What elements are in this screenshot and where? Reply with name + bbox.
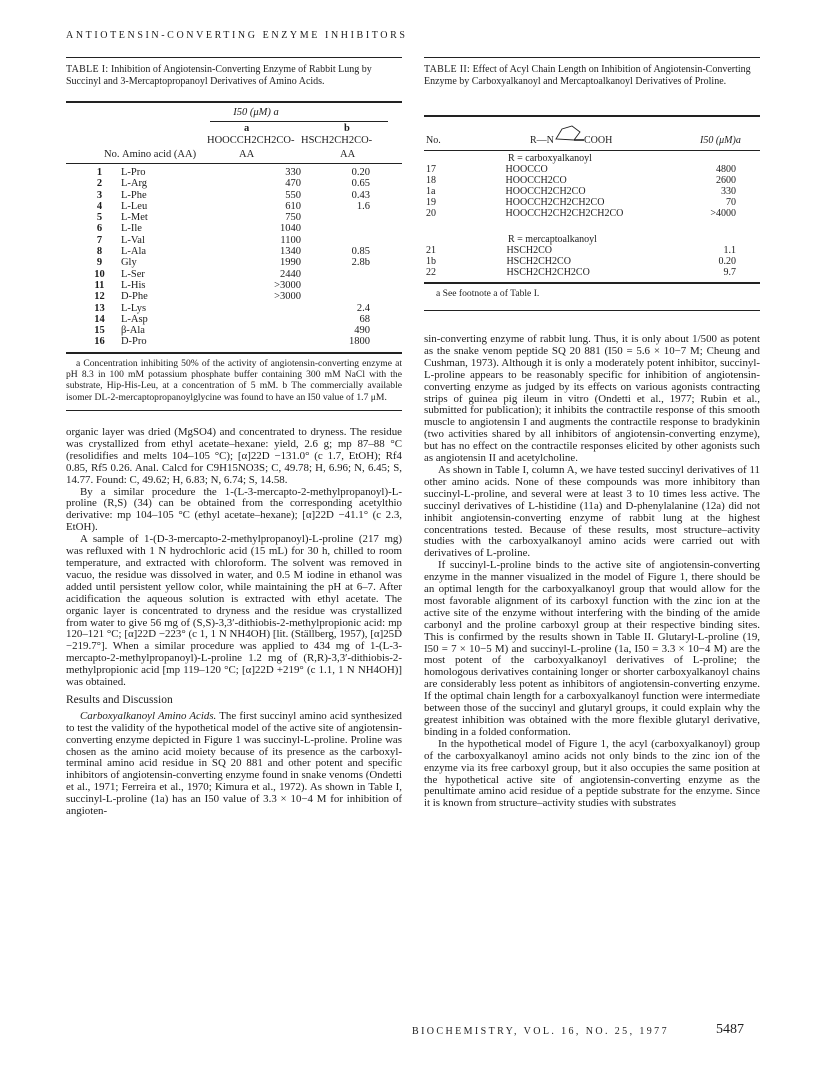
i50-value: 70 xyxy=(726,197,736,208)
table2-group-mercapto: R = mercaptoalkanoyl xyxy=(508,234,597,245)
table2-footnote: a See footnote a of Table I. xyxy=(436,288,540,299)
table2-label: TABLE II: xyxy=(424,64,471,75)
i50-value-b: 0.65 xyxy=(351,178,370,190)
acyl-group: HSCH2CO xyxy=(506,245,553,256)
paragraph-lead-in: Carboxyalkanoyl Amino Acids. xyxy=(80,709,217,722)
i50-value-b: 2.8b xyxy=(351,257,370,269)
table2-col-no: No. xyxy=(426,135,441,146)
amino-acid: L-Met xyxy=(120,212,148,224)
table-row xyxy=(82,178,392,189)
compound-number: 1b xyxy=(426,256,436,267)
i50-value-b: 1.6 xyxy=(356,200,370,212)
table-row xyxy=(424,245,736,256)
table2-group1-rows xyxy=(424,164,736,219)
compound-number: 1 xyxy=(96,167,103,178)
i50-value-a xyxy=(199,325,349,336)
i50-value: 9.7 xyxy=(723,267,736,278)
table2-caption-text: Effect of Acyl Chain Length on Inhibition of Angiotensin-Converting Enzyme by Carboxyalkanoyl and Mercaptoalkanoyl Derivatives of Proline. xyxy=(424,64,751,87)
acyl-group: HOOCCH2CO xyxy=(505,175,567,186)
acyl-group: HSCH2CH2CH2CO xyxy=(506,267,590,278)
i50-value-a: 1100 xyxy=(280,234,301,246)
compound-number: 19 xyxy=(426,197,436,208)
table2-header-rule xyxy=(424,115,760,117)
table-row xyxy=(424,186,736,197)
i50-value: 0.20 xyxy=(718,256,736,267)
compound-number: 6 xyxy=(96,223,103,235)
compound-number: 22 xyxy=(426,267,436,278)
i50-value-a: 330 xyxy=(285,167,301,178)
table2-col-i50: I50 (μM)a xyxy=(700,135,741,146)
table-row xyxy=(82,269,392,280)
paragraph-analysis: organic layer was dried (MgSO4) and concentrated to dryness. The residue was crystallized from ethyl acetate–hexane: yield, 2.6 g; mp 87–88 °C (resolidifies and melts 104–105 °C); [α]22D −131.0° (c 1.7, EtOH); Rf4 0.85, Rf5 0.26. Anal. Calcd for C9H15NO3S; C, 49.78; H, 6.96; N, 6.45; S, 14.77. Found: C, 49.62; H, 6.83; N, 6.74; S, 14.58. xyxy=(66,426,402,486)
table-row xyxy=(424,256,736,267)
table1-col-b-sub: AA xyxy=(340,149,356,160)
amino-acid: L-Lys xyxy=(120,302,147,314)
amino-acid: D-Phe xyxy=(120,291,148,303)
table1-i50-rule xyxy=(210,121,388,122)
table1-label: TABLE I: xyxy=(66,64,109,75)
table1-col-a-formula: HOOCCH2CH2CO- xyxy=(207,135,295,146)
table1-i50-header: I50 (μM) a xyxy=(233,107,279,118)
compound-number: 20 xyxy=(426,208,436,219)
table1-col-aa: Amino acid (AA) xyxy=(122,149,197,160)
table1-caption-text: Inhibition of Angiotensin-Converting Enzyme of Rabbit Lung by Succinyl and 3-Mercaptopropanoyl Derivatives of Amino Acids. xyxy=(66,64,372,87)
paragraph-column-a: As shown in Table I, column A, we have tested succinyl derivatives of 11 other amino acids. None of these compounds was more inhibitory than succinyl-L-proline, and several were at least 3 to 10 times less active. The succinyl derivatives of L-histidine (11a) and D-phenylalanine (12a) did not inhibit angiotensin-converting enzyme of rabbit lung at the highest concentrations tested. Because of these results, most structure–activity studies with the carboxyalkanoyl amino acids were carried out with derivatives of L-proline. xyxy=(424,463,760,560)
table2-group-carboxy: R = carboxyalkanoyl xyxy=(508,153,592,164)
amino-acid: D-Pro xyxy=(120,336,147,348)
compound-number: 16 xyxy=(94,336,105,348)
paragraph-potency: sin-converting enzyme of rabbit lung. Thus, it is only about 1/500 as potent as the snake venom peptide SQ 20 881 (I50 = 5.6 × 10−7 M; Cheung and Cushman, 1973). Although it is only a moderately potent inhibitor, succinyl-L-proline appears to be reasonably specific for inhibition of angiotensin-converting enzyme as judged by its effects on various agonists contracting strips of guinea pig ileum in vitro (Ondetti et al., 1977; Rubin et al., submitted for publication); it inhibits the contractile response of this smooth muscle to angiotensin I and augments the contractile response to bradykinin (two activities shared by all inhibitors of angiotensin-converting enzyme), but has no effect on the contractile responses elicited by other agonists such as angiotensin II and acetylcholine. xyxy=(424,333,760,465)
compound-number: 15 xyxy=(94,325,105,337)
i50-value-b: 2.4 xyxy=(356,302,370,314)
journal-footer: BIOCHEMISTRY, VOL. 16, NO. 25, 1977 xyxy=(412,1026,669,1037)
table2-group2-rows xyxy=(424,245,736,278)
section-heading-results: Results and Discussion xyxy=(66,693,173,706)
compound-number: 5 xyxy=(96,212,103,224)
running-head: ANTIOTENSIN-CONVERTING ENZYME INHIBITORS xyxy=(66,30,408,41)
table-row xyxy=(424,197,736,208)
acyl-group: HOOCCO xyxy=(505,164,548,175)
i50-value-b xyxy=(349,291,392,302)
amino-acid: L-Ser xyxy=(120,268,145,280)
table1-footnote: a Concentration inhibiting 50% of the activity of angiotensin-converting enzyme at pH 8.3 in 100 mM potassium phosphate buffer containing 300 mM NaCl with the substrate, Hip-His-Leu, at a concentration of 5 mM. b The commercially available isomer DL-2-mercaptopropanoylglycine was found to have an I50 value of 1.7 μM. xyxy=(66,358,402,403)
i50-value-a: 2440 xyxy=(280,268,301,280)
table1-bottom-rule xyxy=(66,352,402,354)
page-number: 5487 xyxy=(716,1022,744,1037)
compound-number: 14 xyxy=(94,313,105,325)
table2-caption xyxy=(424,64,760,88)
compound-number: 2 xyxy=(96,178,103,190)
i50-value: 4800 xyxy=(716,164,736,175)
table2-top-rule xyxy=(424,57,760,58)
i50-value: 330 xyxy=(721,186,736,197)
table2-body-rule xyxy=(424,150,760,151)
table2-footnote-rule xyxy=(424,310,760,311)
i50-value: 2600 xyxy=(716,175,736,186)
i50-value-b: 0.43 xyxy=(351,189,370,201)
i50-value-a: 550 xyxy=(285,189,301,201)
i50-value-a xyxy=(199,314,349,325)
i50-value-b xyxy=(349,280,392,291)
table1-col-no: No. xyxy=(104,149,120,160)
amino-acid: L-Ile xyxy=(120,223,142,235)
table-row xyxy=(82,223,392,234)
i50-value-b: 1800 xyxy=(349,336,370,348)
table-row xyxy=(82,303,392,314)
table-row xyxy=(82,280,392,291)
amino-acid: L-Phe xyxy=(120,189,147,201)
table2-struct-r: R—N xyxy=(530,135,554,146)
i50-value-b: 0.85 xyxy=(351,246,370,258)
table1-col-a-sub: AA xyxy=(239,149,255,160)
table1-col-b-formula: HSCH2CH2CO- xyxy=(301,135,373,146)
i50-value-a: 1340 xyxy=(280,246,301,258)
i50-value-a: 750 xyxy=(285,212,301,224)
compound-number: 21 xyxy=(426,245,436,256)
amino-acid: L-His xyxy=(120,279,146,291)
right-column-text xyxy=(424,334,760,810)
table2-struct-cooh: COOH xyxy=(584,135,613,146)
amino-acid: L-Pro xyxy=(120,167,146,178)
compound-number: 17 xyxy=(426,164,436,175)
table-row xyxy=(424,208,736,219)
i50-value: >4000 xyxy=(710,208,736,219)
i50-value-a: 1990 xyxy=(280,257,301,269)
table2-bottom-rule xyxy=(424,282,760,284)
table1-footnote-rule xyxy=(66,410,402,411)
paragraph-dithiobis: A sample of 1-(D-3-mercapto-2-methylpropanoyl)-L-proline (217 mg) was refluxed with 1 N hydrochloric acid (15 mL) for 30 h, chilled to room temperature, and extracted with chloroform. The solvent was removed in vacuo, the residue was dissolved in water, and 0.5 M iodine in ethanol was added until persistent yellow color, while maintaining the pH at 6–7. After acidification the aqueous solution is extracted with ethyl acetate. The organic layer is concentrated to dryness and the residue was crystallized from water to give 56 mg of (S,S)-3,3′-dithiobis-2-methylpropionic acid: mp 120–121 °C; [α]22D −223° (c 1, 1 N NH4OH) [lit. (Ställberg, 1957), [α]25D −219.7°]. When a similar procedure was applied to 434 mg of 1-(L-3-mercapto-2-methylpropanoyl)-L-proline 1.2 mg of (R,R)-3,3′-dithiobis-2-methylpropionic acid [mp 119–120 °C; [α]22D +219° (c 1.1, 1 N NH4OH)] was obtained. xyxy=(66,533,402,689)
paragraph-similar-procedure: By a similar procedure the 1-(L-3-mercapto-2-methylpropanoyl)-L-proline (R,S) (34) can be obtained from the corresponding acetylthio derivative: mp 104–105 °C (ethyl acetate–hexane); [α]22D −41.1° (c 2.3, EtOH). xyxy=(66,485,402,534)
compound-number: 10 xyxy=(94,268,105,280)
table1-header-rule xyxy=(66,101,402,103)
left-column-text xyxy=(66,427,402,818)
amino-acid: L-Ala xyxy=(120,246,147,258)
table1-col-b-letter: b xyxy=(344,123,350,134)
table-row xyxy=(424,164,736,175)
acyl-group: HOOCCH2CH2CO xyxy=(505,186,586,197)
i50-value: 1.1 xyxy=(723,245,736,256)
table-row xyxy=(424,175,736,186)
table-row xyxy=(424,267,736,278)
compound-number: 7 xyxy=(96,234,103,246)
compound-number: 13 xyxy=(94,302,105,314)
table-row xyxy=(82,257,392,268)
amino-acid: Gly xyxy=(120,257,137,269)
i50-value-a: >3000 xyxy=(274,291,301,303)
table1-col-a-letter: a xyxy=(244,123,250,134)
table-row xyxy=(82,190,392,201)
table-row xyxy=(82,246,392,257)
compound-number: 8 xyxy=(96,246,103,258)
i50-value-a: >3000 xyxy=(274,279,301,291)
table-row xyxy=(82,336,392,347)
i50-value-a: 610 xyxy=(285,200,301,212)
compound-number: 4 xyxy=(96,200,103,212)
i50-value-b xyxy=(349,235,392,246)
i50-value-b xyxy=(349,269,392,280)
acyl-group: HSCH2CH2CO xyxy=(506,256,571,267)
table-row xyxy=(82,201,392,212)
paragraph-carboxyalkanoyl xyxy=(66,711,402,818)
acyl-group: HOOCCH2CH2CH2CO xyxy=(505,197,605,208)
compound-number: 1a xyxy=(426,186,436,197)
table1-caption xyxy=(66,64,402,88)
table-row xyxy=(82,167,392,178)
i50-value-b: 490 xyxy=(354,325,370,337)
paragraph-carboxyalkanoyl-text: The first succinyl amino acid synthesized to test the validity of the hypothetical model of the active site of angiotensin-converting enzyme depicted in Figure 1 was succinyl-L-proline. Proline was chosen as the amino acid moiety because of its presence as the carboxyl-terminal amino acid residue in SQ 20 881 and other potent and specific inhibitors of angiotensin-converting enzyme found in snake venoms (Ondetti et al., 1971; Ferreira et al., 1970; Kimura et al., 1972). As shown in Table I, succinyl-L-proline (1a) has an I50 value of 3.3 × 10−4 M for inhibition of angioten- xyxy=(66,709,402,818)
i50-value-b: 0.20 xyxy=(351,167,370,178)
table1-body xyxy=(82,167,392,348)
i50-value-b xyxy=(349,223,392,234)
compound-number: 11 xyxy=(94,279,105,291)
i50-value-a: 1040 xyxy=(280,223,301,235)
compound-number: 9 xyxy=(96,257,103,269)
acyl-group: HOOCCH2CH2CH2CH2CO xyxy=(505,208,624,219)
paragraph-hypothetical-model: In the hypothetical model of Figure 1, the acyl (carboxyalkanoyl) group of the carboxyalkanoyl amino acids not only binds to the zinc ion of the enzyme via its free carboxyl group, but it also occupies the same position at the hypothetical active site of angiotensin-converting enzyme as the penultimate amino acid residue of a peptide substrate for the enzyme. Since it is known from structure–activity studies with substrates xyxy=(424,737,760,810)
table-row xyxy=(82,325,392,336)
paragraph-chain-length: If succinyl-L-proline binds to the active site of angiotensin-converting enzyme in the manner visualized in the model of Figure 1, there should be an optimal length for the carboxyalkanoyl group that would allow for the most favorable alignment of its carboxyl function with the zinc ion at the active site of the enzyme without interfering with the binding of the amide carbonyl and the proline carboxyl group at their respective binding sites. This is confirmed by the results shown in Table II. Glutaryl-L-proline (19, I50 = 7 × 10−5 M) and succinyl-L-proline (1a, I50 = 3.3 × 10−4 M) are the most potent of the carboxyalkanoyl derivatives of L-proline; the homologous derivatives containing longer or shorter carboxyalkanoyl chains are considerably less potent as inhibitors of angiotensin-converting enzyme. If the optimal chain length for a carboxyalkanoyl function were intermediate between those of the succinyl and glutaryl groups, it could explain why the greatest inhibition was obtained with the more flexible glutaryl derivative, binding in a folded conformation. xyxy=(424,559,760,738)
table-row xyxy=(82,212,392,223)
table-row xyxy=(82,235,392,246)
compound-number: 3 xyxy=(96,189,103,201)
table1-top-rule xyxy=(66,57,402,58)
amino-acid: L-Leu xyxy=(120,200,148,212)
table-row xyxy=(82,291,392,302)
i50-value-b: 68 xyxy=(359,313,370,325)
amino-acid: β-Ala xyxy=(120,325,145,337)
table1-body-rule xyxy=(66,163,402,164)
amino-acid: L-Arg xyxy=(120,178,148,190)
table-row xyxy=(82,314,392,325)
i50-value-a xyxy=(199,303,349,314)
i50-value-a: 470 xyxy=(285,178,301,190)
i50-value-a xyxy=(199,336,349,347)
compound-number: 18 xyxy=(426,175,436,186)
amino-acid: L-Asp xyxy=(120,313,148,325)
compound-number: 12 xyxy=(94,291,105,303)
i50-value-b xyxy=(349,212,392,223)
amino-acid: L-Val xyxy=(120,234,145,246)
